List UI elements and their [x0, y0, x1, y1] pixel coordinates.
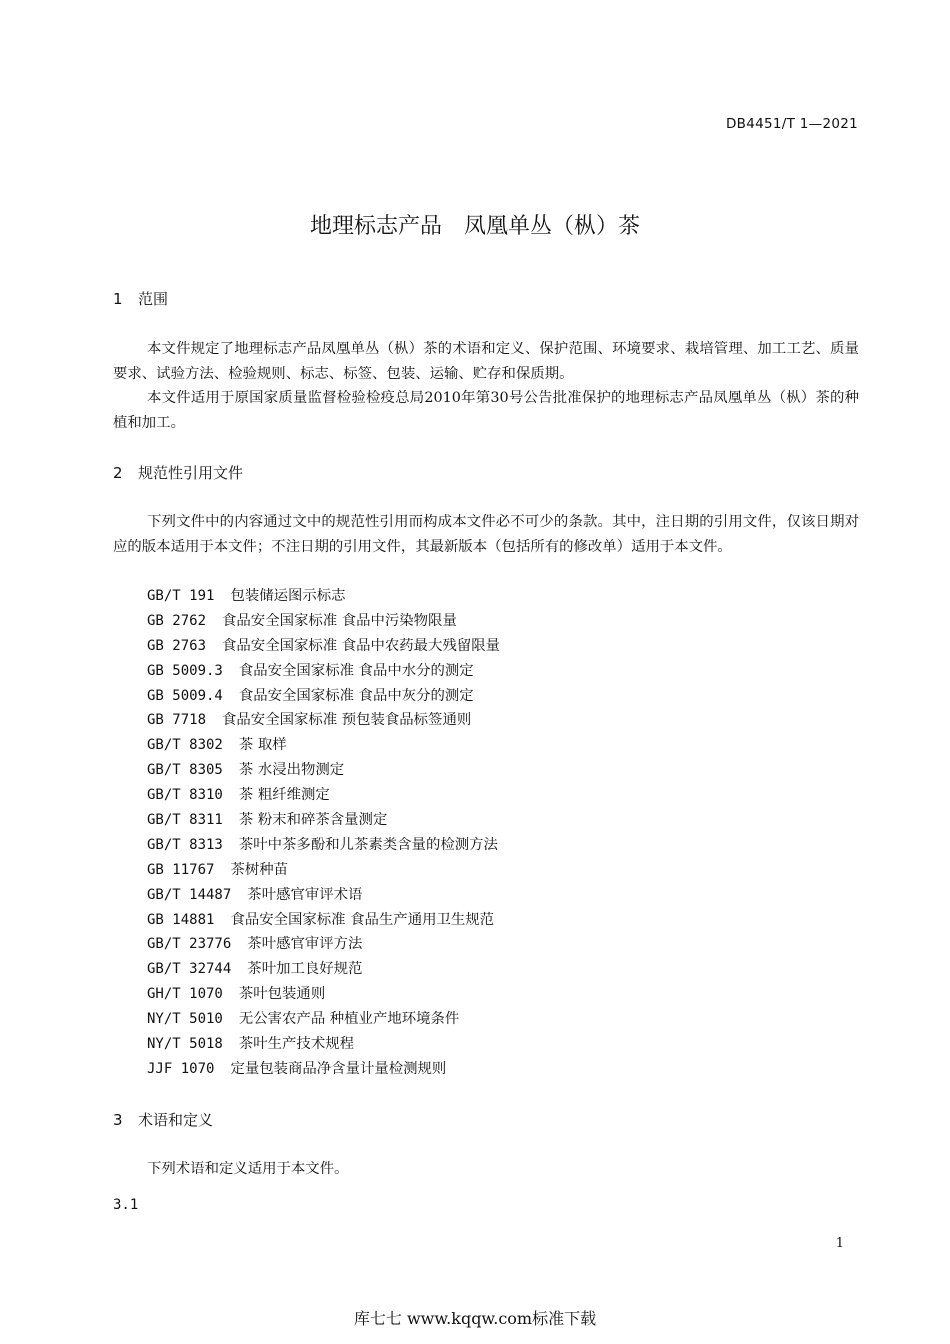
reference-item [147, 833, 500, 858]
reference-item [147, 684, 500, 709]
reference-item [147, 609, 500, 634]
section-title: 规范性引用文件 [138, 464, 244, 482]
subclause-number: 3.1 [113, 1197, 139, 1213]
reference-code: GB/T 8305 [147, 762, 223, 779]
reference-name: 茶叶加工良好规范 [247, 961, 363, 978]
normative-refs-intro: 下列文件中的内容通过文中的规范性引用而构成本文件必不可少的条款。其中，注日期的引用文件，仅该日期对应的版本适用于本文件；不注日期的引用文件，其最新版本（包括所有的修改单）适用于本文件。 [113, 514, 859, 555]
reference-item [147, 783, 500, 808]
reference-item [147, 908, 500, 933]
reference-name: 包装储运图示标志 [230, 588, 346, 604]
reference-code: GB 2762 [147, 612, 207, 629]
page-number: 1 [835, 1236, 844, 1251]
reference-code: GB 2763 [147, 637, 207, 654]
reference-name: 茶 粗纤维测定 [238, 787, 330, 804]
reference-code: GB 5009.4 [147, 687, 223, 704]
reference-item [147, 1057, 500, 1082]
reference-item [147, 634, 500, 659]
reference-code: NY/T 5010 [147, 1011, 223, 1028]
reference-code: GB 11767 [147, 861, 215, 878]
reference-code: GB/T 8302 [147, 737, 223, 754]
reference-name: 茶 取样 [238, 737, 287, 754]
reference-name: 茶叶包装通则 [238, 986, 326, 1003]
reference-item [147, 808, 500, 833]
footer-watermark: 库七七 www.kqqw.com标准下载 [353, 1309, 597, 1328]
reference-name: 茶叶感官审评方法 [247, 936, 363, 953]
reference-code: JJF 1070 [147, 1060, 215, 1077]
section-number: 3 [113, 1111, 123, 1129]
reference-code: GB/T 14487 [147, 886, 232, 903]
reference-item [147, 584, 500, 609]
reference-name: 茶 粉末和碎茶含量测定 [238, 812, 388, 829]
reference-item [147, 932, 500, 957]
reference-code: GB/T 191 [147, 588, 215, 604]
section-number: 1 [113, 290, 123, 308]
section-heading-terms [113, 1109, 213, 1130]
reference-name: 茶叶中茶多酚和儿茶素类含量的检测方法 [238, 836, 498, 853]
reference-name: 食品安全国家标准 食品中农药最大残留限量 [222, 637, 501, 654]
reference-code: GB/T 8310 [147, 787, 223, 804]
reference-item [147, 733, 500, 758]
reference-code: GB/T 8311 [147, 812, 223, 829]
reference-item [147, 883, 500, 908]
reference-item [147, 1032, 500, 1057]
reference-list [147, 584, 500, 1082]
section-heading-normative-refs [113, 462, 243, 483]
section-number: 2 [113, 464, 123, 482]
section-title: 范围 [138, 290, 169, 308]
reference-name: 茶树种苗 [230, 861, 289, 878]
reference-name: 定量包装商品净含量计量检测规则 [230, 1060, 447, 1077]
reference-name: 食品安全国家标准 食品中水分的测定 [238, 662, 474, 679]
reference-name: 食品安全国家标准 食品中污染物限量 [222, 612, 457, 629]
reference-code: GB 5009.3 [147, 662, 223, 679]
reference-item [147, 982, 500, 1007]
reference-code: GB/T 23776 [147, 936, 232, 953]
reference-item [147, 659, 500, 684]
reference-item [147, 708, 500, 733]
reference-name: 食品安全国家标准 食品中灰分的测定 [238, 687, 474, 704]
reference-name: 茶 水浸出物测定 [238, 762, 345, 779]
reference-code: GB/T 8313 [147, 836, 223, 853]
reference-item [147, 1007, 500, 1032]
reference-item [147, 758, 500, 783]
reference-code: GB/T 32744 [147, 961, 232, 978]
reference-item [147, 858, 500, 883]
document-title: 地理标志产品 凤凰单丛（枞）茶 [309, 214, 640, 239]
scope-paragraph-2: 本文件适用于原国家质量监督检验检疫总局2010年第30号公告批准保护的地理标志产品凤凰单丛（枞）茶的种植和加工。 [113, 390, 859, 431]
reference-code: GB 14881 [147, 911, 215, 928]
reference-name: 茶叶感官审评术语 [247, 886, 363, 903]
reference-code: GH/T 1070 [147, 986, 223, 1003]
reference-name: 茶叶生产技术规程 [238, 1036, 354, 1053]
terms-intro: 下列术语和定义适用于本文件。 [147, 1161, 349, 1177]
reference-item [147, 957, 500, 982]
section-title: 术语和定义 [138, 1111, 214, 1129]
scope-paragraph-1: 本文件规定了地理标志产品凤凰单丛（枞）茶的术语和定义、保护范围、环境要求、栽培管理、加工工艺、质量要求、试验方法、检验规则、标志、标签、包装、运输、贮存和保质期。 [113, 341, 859, 382]
reference-code: NY/T 5018 [147, 1036, 223, 1053]
reference-name: 无公害农产品 种植业产地环境条件 [238, 1011, 460, 1028]
reference-name: 食品安全国家标准 预包装食品标签通则 [222, 712, 472, 729]
reference-name: 食品安全国家标准 食品生产通用卫生规范 [230, 911, 495, 928]
section-heading-scope [113, 288, 168, 309]
document-code: DB4451/T 1—2021 [725, 116, 858, 132]
reference-code: GB 7718 [147, 712, 207, 729]
